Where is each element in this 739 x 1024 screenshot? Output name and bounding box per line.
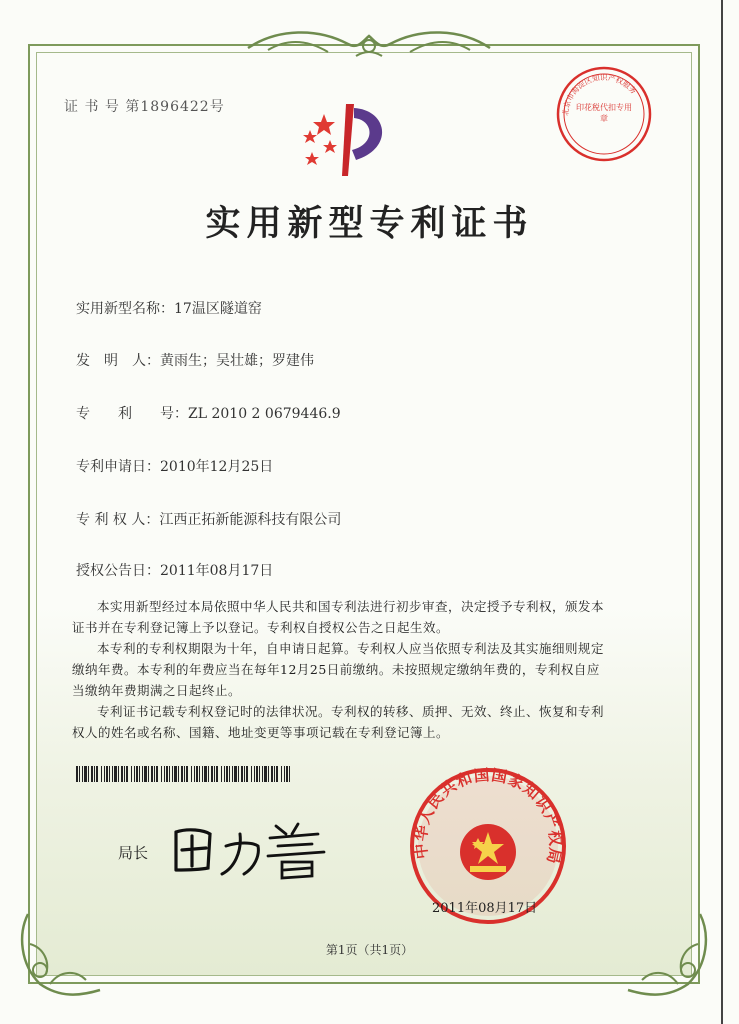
barcode-bar <box>254 766 255 782</box>
patentee-field <box>76 509 341 529</box>
barcode-icon <box>76 766 290 782</box>
top-ornament-icon <box>238 26 500 62</box>
barcode-bar <box>181 766 183 782</box>
barcode-bar <box>274 766 275 782</box>
barcode-bar <box>284 766 285 782</box>
barcode-bar <box>232 766 233 782</box>
barcode-bar <box>262 766 263 782</box>
barcode-bar <box>166 766 168 782</box>
barcode-bar <box>211 766 213 782</box>
barcode-bar <box>124 766 125 782</box>
barcode-bar <box>109 766 110 782</box>
barcode-bar <box>164 766 165 782</box>
barcode-bar <box>196 766 198 782</box>
barcode-bar <box>136 766 138 782</box>
tax-stamp-seal-icon <box>554 64 654 164</box>
barcode-bar <box>121 766 123 782</box>
barcode-bar <box>241 766 243 782</box>
field-value: 2010年12月25日 <box>160 459 274 475</box>
barcode-bar <box>216 766 218 782</box>
page-number: 第1页（共1页） <box>325 943 414 957</box>
barcode-bar <box>91 766 93 782</box>
field-value: 江西正拓新能源科技有限公司 <box>159 512 342 528</box>
barcode-bar <box>191 766 192 782</box>
barcode-bar <box>126 766 128 782</box>
barcode-bar <box>226 766 228 782</box>
barcode-bar <box>208 766 209 782</box>
barcode-bar <box>142 766 143 782</box>
barcode-bar <box>84 766 87 782</box>
barcode-bar <box>286 766 288 782</box>
director-signature <box>168 812 328 882</box>
barcode-bar <box>118 766 119 782</box>
barcode-bar <box>244 766 245 782</box>
field-label: 授权公告日： <box>76 563 160 579</box>
small-seal-ring-text: 北京市海淀区知识产权服务 <box>560 72 639 117</box>
barcode-bar <box>88 766 89 782</box>
barcode-bar <box>154 766 155 782</box>
seal-date: 2011年08月17日 <box>432 901 538 916</box>
barcode-bar <box>144 766 147 782</box>
field-label: 专 利 权 人： <box>76 512 160 528</box>
page-title: 实用新型专利证书 <box>205 203 534 244</box>
barcode-bar <box>94 766 95 782</box>
barcode-bar <box>194 766 195 782</box>
patent-number-field <box>76 403 341 423</box>
barcode-bar <box>268 766 269 782</box>
field-value: 2011年08月17日 <box>160 563 274 579</box>
barcode-bar <box>204 766 207 782</box>
barcode-bar <box>76 766 78 782</box>
barcode-bar <box>156 766 158 782</box>
barcode-bar <box>256 766 258 782</box>
barcode-bar <box>238 766 239 782</box>
barcode-bar <box>276 766 278 782</box>
barcode-bar <box>199 766 200 782</box>
barcode-bar <box>148 766 149 782</box>
barcode-bar <box>112 766 113 782</box>
barcode-bar <box>202 766 203 782</box>
barcode-bar <box>79 766 80 782</box>
barcode-bar <box>221 766 222 782</box>
barcode-bar <box>174 766 177 782</box>
barcode-bar <box>82 766 83 782</box>
barcode-bar <box>139 766 140 782</box>
barcode-bar <box>114 766 117 782</box>
barcode-bar <box>169 766 170 782</box>
scan-edge-line <box>721 0 723 1024</box>
utility-model-name-field <box>76 298 262 318</box>
field-value: 黄雨生；吴壮雄；罗建伟 <box>160 353 314 369</box>
barcode-bar <box>104 766 105 782</box>
barcode-bar <box>178 766 179 782</box>
barcode-bar <box>224 766 225 782</box>
certificate-number: 证 书 号 第1896422号 <box>64 99 225 115</box>
body-paragraph: 专利证书记载专利权登记时的法律状况。专利权的转移、质押、无效、终止、恢复和专利权人的姓名或名称、国籍、地址变更等事项记载在专利登记簿上。 <box>72 704 605 740</box>
field-label: 发 明 人： <box>76 353 160 369</box>
application-date-field <box>76 456 273 476</box>
barcode-bar <box>214 766 215 782</box>
barcode-bar <box>229 766 230 782</box>
field-value: 17温区隧道窑 <box>174 301 262 317</box>
barcode-bar <box>96 766 98 782</box>
barcode-bar <box>271 766 273 782</box>
barcode-bar <box>131 766 132 782</box>
barcode-bar <box>246 766 248 782</box>
field-label: 实用新型名称： <box>76 301 174 317</box>
barcode-bar <box>289 766 290 782</box>
barcode-bar <box>101 766 102 782</box>
barcode-bar <box>134 766 135 782</box>
barcode-bar <box>234 766 237 782</box>
field-label: 专 利 号： <box>76 406 188 422</box>
small-seal-center-text: 印花税代扣专用章 <box>576 103 632 123</box>
barcode-bar <box>264 766 267 782</box>
director-label: 局长 <box>118 844 149 862</box>
certificate-body-text <box>72 596 612 743</box>
seal-ring-text: 中华人民共和国国家知识产权局 <box>411 766 565 867</box>
body-paragraph: 本专利的专利权期限为十年，自申请日起算。专利权人应当依照专利法及其实施细则规定缴纳年费。本专利的年费应当在每年12月25日前缴纳。未按照规定缴纳年费的，专利权自应当缴纳年费期满之日起终止。 <box>72 641 605 698</box>
field-value: ZL 2010 2 0679446.9 <box>188 406 341 422</box>
barcode-bar <box>251 766 252 782</box>
inventor-field <box>76 350 314 370</box>
grant-announcement-date-field <box>76 560 273 580</box>
barcode-bar <box>106 766 108 782</box>
barcode-bar <box>161 766 162 782</box>
patent-office-logo-icon <box>290 100 410 180</box>
barcode-bar <box>184 766 185 782</box>
barcode-bar <box>186 766 188 782</box>
barcode-bar <box>151 766 153 782</box>
barcode-bar <box>172 766 173 782</box>
field-label: 专利申请日： <box>76 459 160 475</box>
barcode-bar <box>259 766 260 782</box>
barcode-bar <box>281 766 282 782</box>
body-paragraph: 本实用新型经过本局依照中华人民共和国专利法进行初步审查，决定授予专利权，颁发本证书并在专利登记簿上予以登记。专利权自授权公告之日起生效。 <box>72 599 605 635</box>
